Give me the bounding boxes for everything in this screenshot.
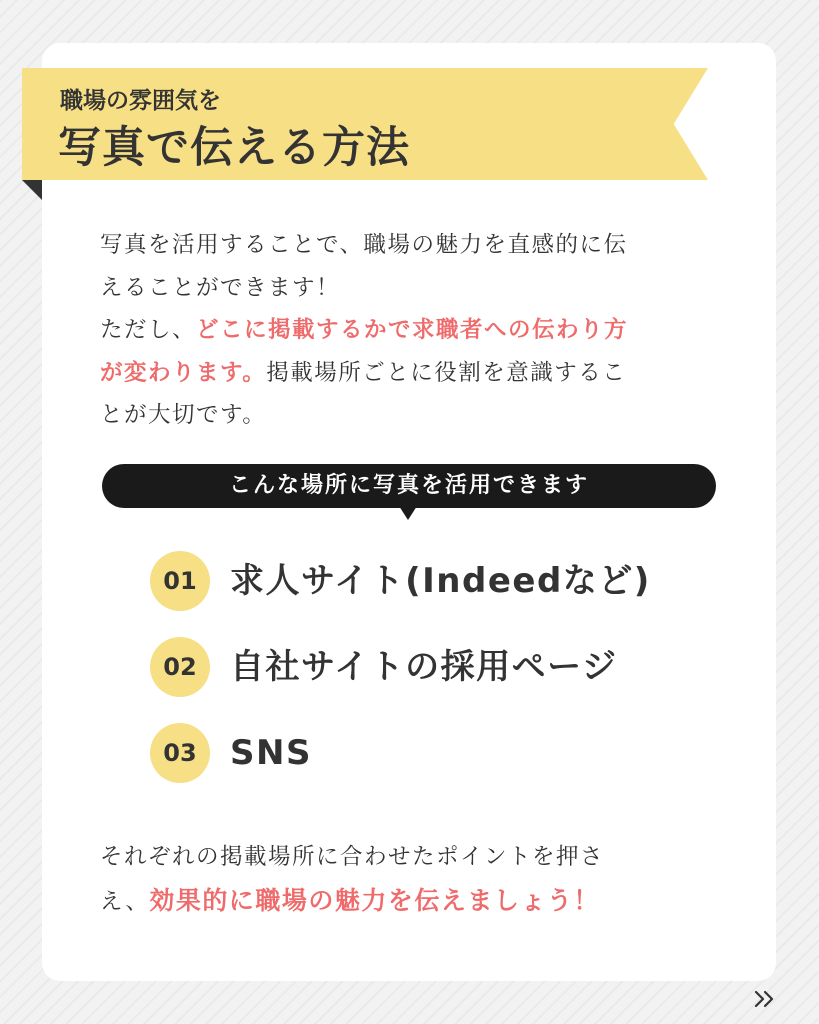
banner-fold	[22, 180, 42, 200]
intro-line: 掲載場所ごとに役割を意識するこ	[266, 359, 627, 386]
intro-paragraph	[100, 224, 720, 437]
banner-title: 写真で伝える方法	[58, 123, 410, 173]
double-chevron-right-icon[interactable]	[750, 987, 780, 1011]
list-item-label: SNS	[230, 733, 312, 773]
intro-line: 写真を活用することで、職場の魅力を直感的に伝	[100, 232, 628, 258]
closing-highlight: 効果的に職場の魅力を伝えましょう！	[149, 886, 600, 915]
intro-highlight: どこに掲載するかで求職者への伝わり方	[196, 317, 629, 343]
callout-tail	[399, 506, 417, 520]
intro-line: えることができます！	[100, 274, 341, 301]
list-number-badge: 01	[150, 551, 210, 611]
intro-line: ただし、	[100, 317, 197, 343]
closing-line: え、	[100, 889, 150, 915]
list-item-label: 求人サイト(Indeedなど)	[230, 561, 651, 601]
intro-line: とが大切です。	[100, 402, 267, 428]
banner-subtitle: 職場の雰囲気を	[60, 88, 221, 114]
closing-line: それぞれの掲載場所に合わせたポイントを押さ	[100, 844, 605, 870]
list-item-label: 自社サイトの採用ページ	[230, 647, 618, 687]
callout-label: こんな場所に写真を活用できます	[228, 473, 589, 498]
closing-paragraph	[100, 835, 725, 924]
list-number-badge: 03	[150, 723, 210, 783]
intro-highlight: が変わります。	[100, 359, 267, 386]
list-number-badge: 02	[150, 637, 210, 697]
